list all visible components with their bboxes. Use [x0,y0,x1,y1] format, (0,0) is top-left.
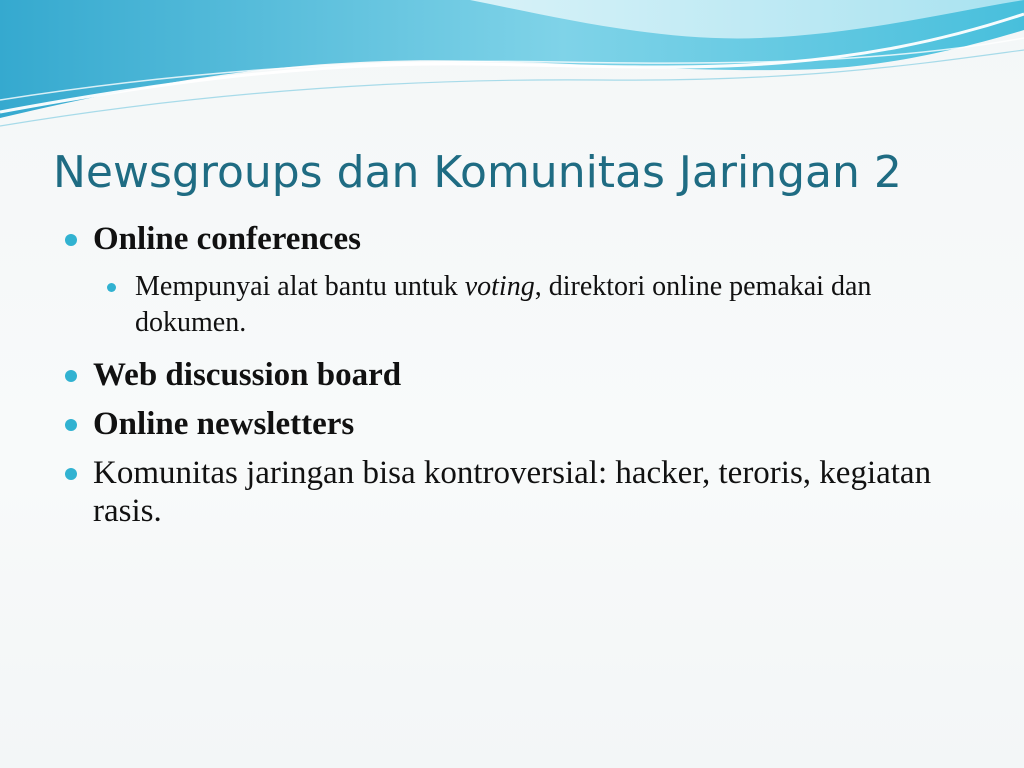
bullet-text: Web discussion board [93,357,402,393]
bullet-dot-icon [65,370,77,382]
bullet-dot-icon [65,419,77,431]
sub-bullet-dot-icon [107,283,116,292]
sub-bullet-list [105,269,964,341]
sub-bullet-text-post: , direktori online pemakai dan dokumen. [135,271,872,338]
bullet-web-discussion-board [64,356,964,394]
bullet-text: Online conferences [93,221,361,257]
slide-title: Newsgroups dan Komunitas Jaringan 2 [53,147,902,198]
bullet-list [64,220,964,541]
sub-bullet-text-pre: Mempunyai alat bantu untuk [135,271,465,302]
sub-bullet-voting [105,269,925,341]
bullet-online-newsletters [64,405,964,443]
sub-bullet-text-emphasis: voting [464,271,535,302]
bullet-text: Online newsletters [93,406,355,442]
header-wave-decoration [0,0,1024,130]
bullet-dot-icon [65,234,77,246]
bullet-text: Komunitas jaringan bisa kontroversial: hacker, teroris, kegiatan rasis. [93,455,932,529]
bullet-komunitas-jaringan [64,454,973,530]
bullet-dot-icon [65,468,77,480]
bullet-online-conferences [64,220,964,258]
